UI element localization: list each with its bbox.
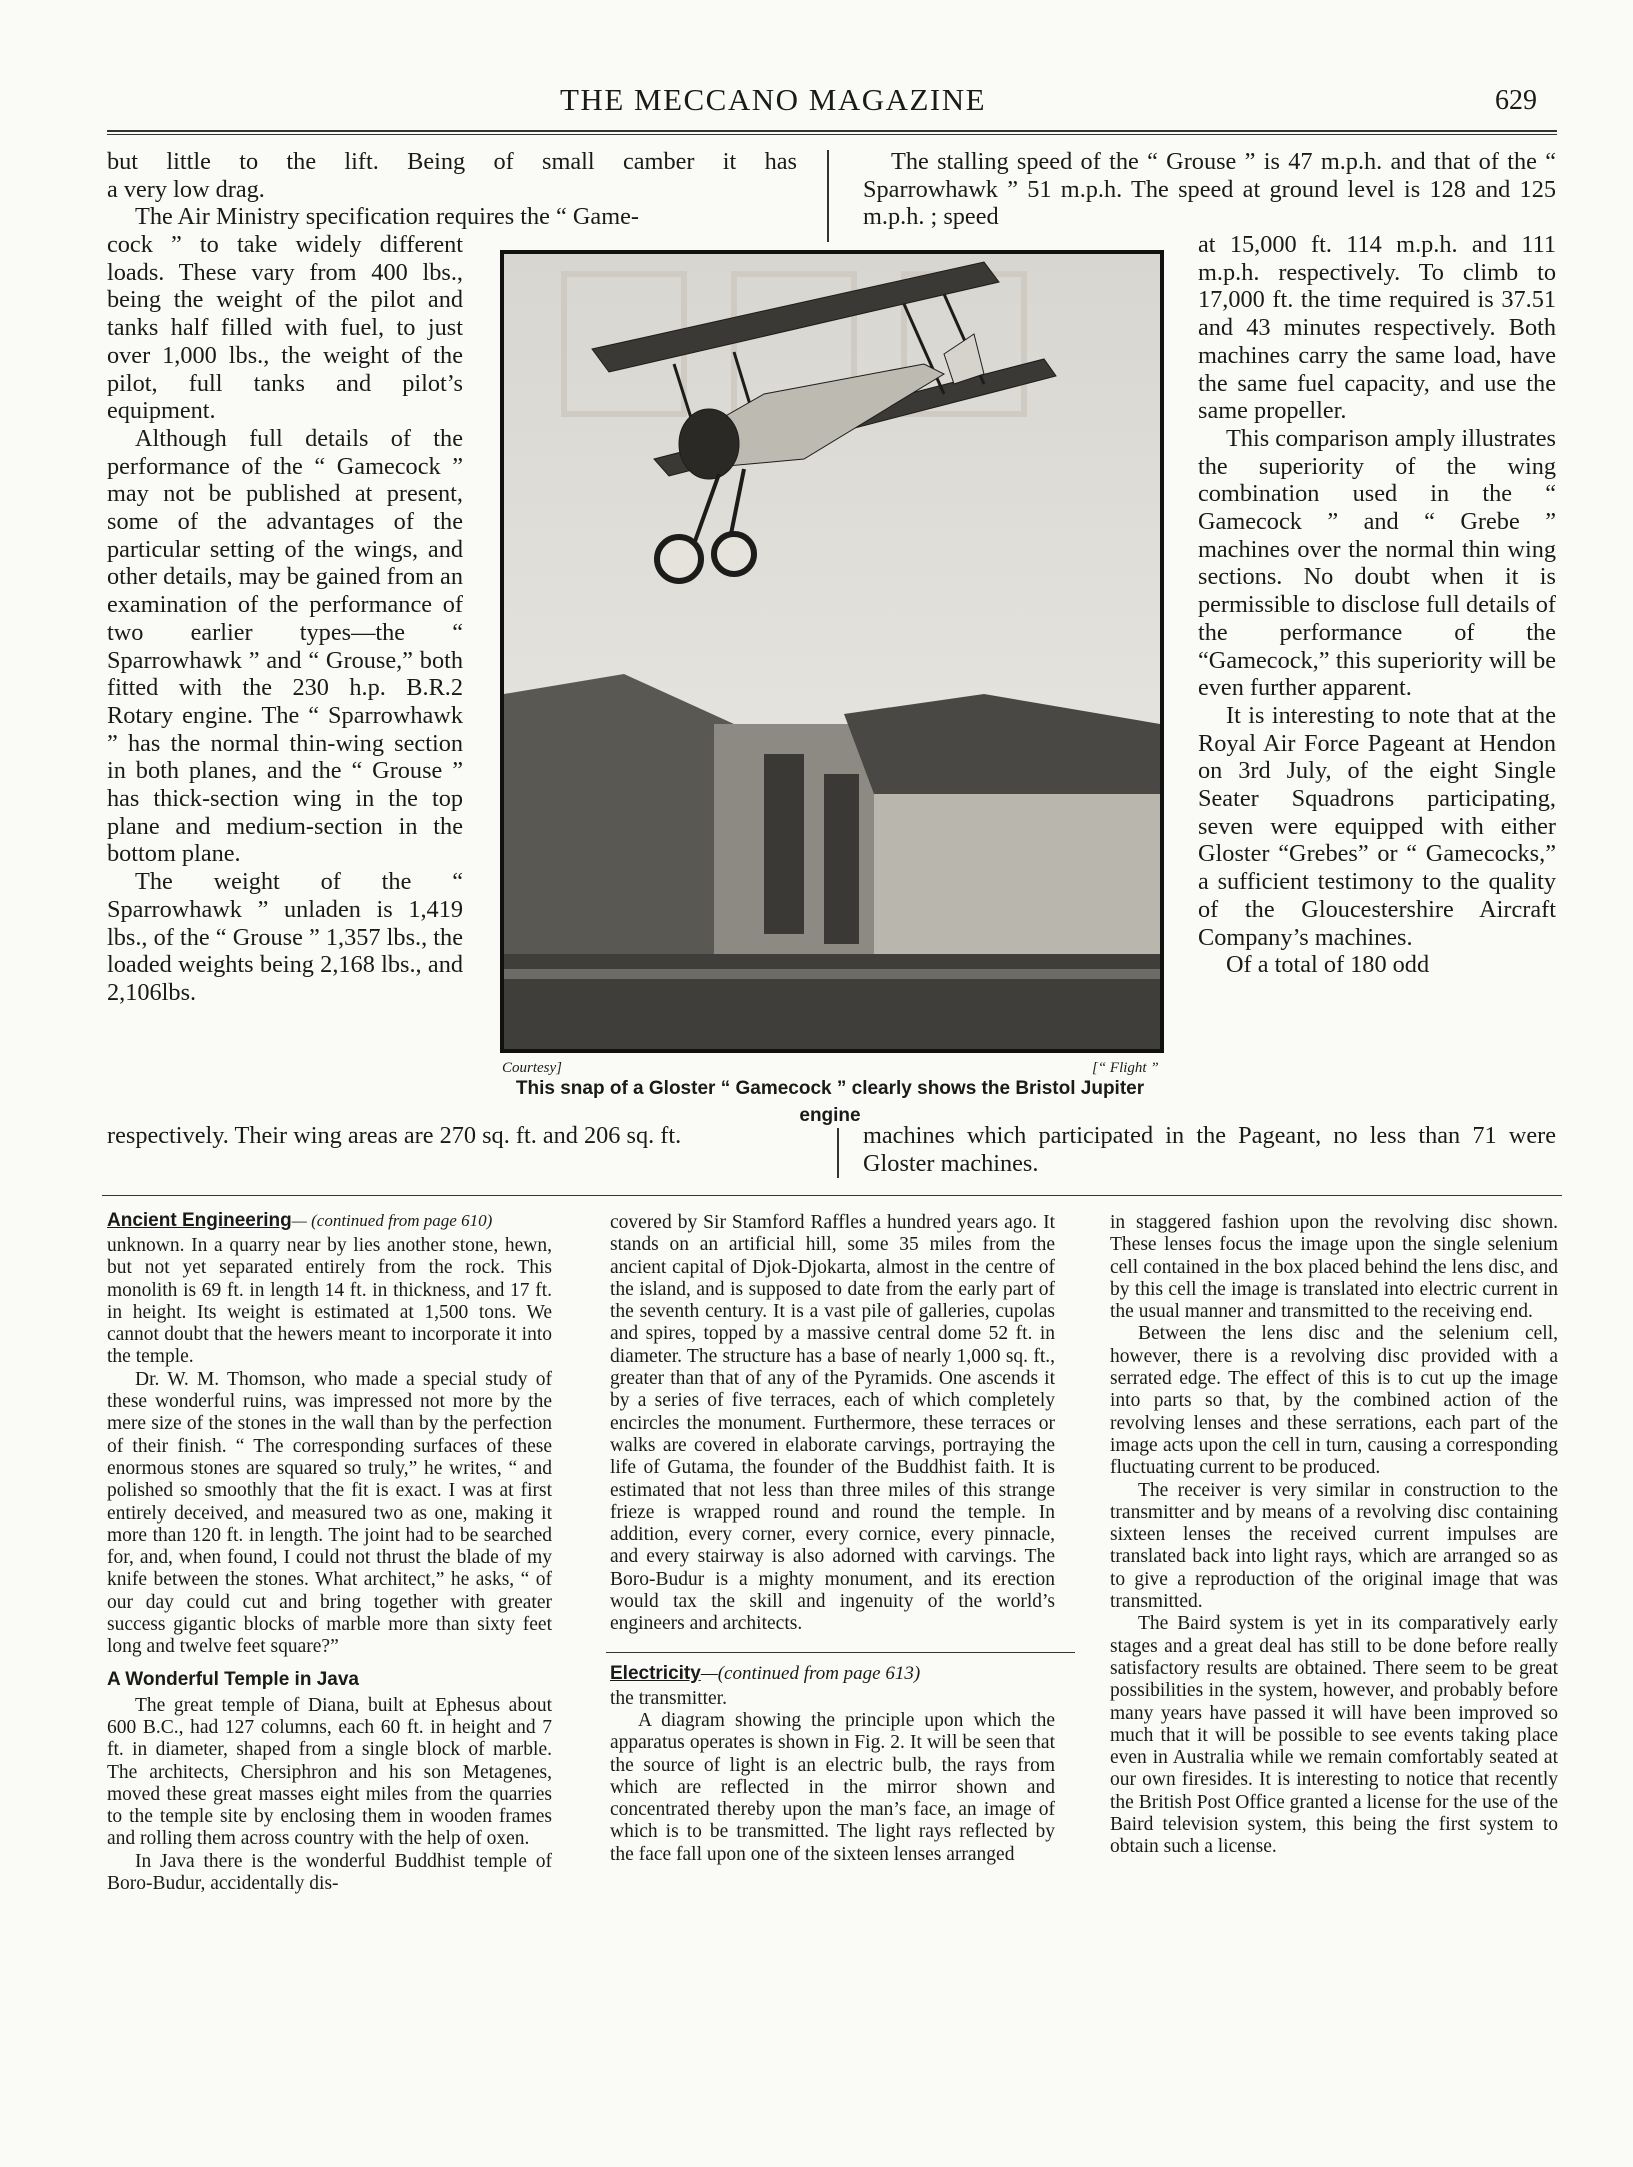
paragraph: Although full details of the performance of the “ Gamecock ” may not be published at present, some of the advantages of the particular setting of the wings, and other details, may be gained from an examination of the performance of two earlier types—the “ Sparrowhawk ” and “ Grouse,” both fitted with the 230 h.p. B.R.2 Rotary engine. The “ Sparrowhawk ” has the normal thin-wing section in both planes, and the “ Grouse ” has thick-section wing in the top plane and medium-section in the bottom plane. (107, 424, 463, 868)
biplane-photo-illustration (504, 254, 1160, 1049)
paragraph: cock ” to take widely different loads. These vary from 400 lbs., being the weight of the pilot and tanks half filled with fuel, to just over 1,000 lbs., the weight of the pilot, full tanks and pilot’s equipment. (107, 231, 463, 425)
photo-credit-source: [“ Flight ” (1092, 1060, 1159, 1076)
continued-note: —(continued from page 613) (700, 1662, 921, 1684)
header-rule-thin (107, 134, 1557, 135)
column-boro-budur-electricity (610, 1212, 1055, 1866)
top-right-narrow-block (1198, 231, 1556, 979)
top-left-full-block (107, 148, 797, 231)
photo-caption: This snap of a Gloster “ Gamecock ” clearly shows the Bristol Jupiter engine (515, 1078, 1145, 1126)
paragraph: Between the lens disc and the selenium cell, however, there is a revolving disc provided with a serrated edge. The effect of this is to cut up the image into parts so that, by the combined action of the revolving lenses and these serrations, each part of the image acts upon the cell in turn, causing a corresponding fluctuating current to be produced. (1110, 1323, 1558, 1479)
paragraph: The great temple of Diana, built at Ephesus about 600 B.C., had 127 columns, each 60 ft. in height and 7 ft. in diameter, shaped from a single block of marble. The architects, Chersiphron and his son Metagenes, moved these great masses eight miles from the quarries to the temple site by enclosing them in wooden frames and rolling them across country with the help of oxen. (107, 1694, 552, 1850)
article-heading (107, 1210, 552, 1232)
paragraph: Dr. W. M. Thomson, who made a special study of these wonderful ruins, was impressed not more by the mere size of the stones in the wall than by the perfection of their finish. “ The corresponding surfaces of these enormous stones are squared so truly,” he writes, “ and polished so smoothly that the fit is exact. I was at first entirely deceived, and measured two as one, making it more than 120 ft. in length. The joint had to be searched for, and, when found, I could not thrust the blade of my knife between the stones. What architect,” he asks, “ of our day could cut and bring together with greater success gigantic blocks of marble more than sixty feet long and twelve feet square?” (107, 1368, 552, 1658)
photo-credit: Courtesy] (502, 1060, 562, 1076)
paragraph: machines which participated in the Pageant, no less than 71 were Gloster machines. (863, 1122, 1556, 1177)
paragraph: at 15,000 ft. 114 m.p.h. and 111 m.p.h. respectively. To climb to 17,000 ft. the time required is 37.51 and 43 minutes respectively. Both machines carry the same load, have the same fuel capacity, and use the same propeller. (1198, 231, 1556, 425)
column-divider (837, 1128, 839, 1178)
paragraph: unknown. In a quarry near by lies another stone, hewn, but not yet separated entirely from the rock. This monolith is 69 ft. in length 14 ft. in thickness, and 17 ft. in height. Its weight is estimated at 1,500 tons. We cannot doubt that the hewers meant to incorporate it into the temple. (107, 1235, 552, 1368)
paragraph: The stalling speed of the “ Grouse ” is 47 m.p.h. and that of the “ Sparrowhawk ” 51 m.p.h. The speed at ground level is 128 and 125 m.p.h. ; speed (863, 148, 1556, 231)
paragraph: the transmitter. (610, 1687, 727, 1709)
page-number: 629 (1495, 85, 1537, 116)
paragraph: The Baird system is yet in its comparatively early stages and a great deal has still to be done before really satisfactory results are obtained. There seem to be great possibilities in the system, however, and probably before many years have passed it will have been improved so much that it will be possible to see events taking place even in Australia while we remain comfortably seated at our own firesides. It is interesting to notice that recently the British Post Office granted a license for the use of the Baird television system, this being the first system to obtain such a license. (1110, 1613, 1558, 1858)
paragraph: The weight of the “ Sparrowhawk ” unladen is 1,419 lbs., of the “ Grouse ” 1,357 lbs., the loaded weights being 2,168 lbs., and 2,106lbs. (107, 868, 463, 1006)
top-right-full-block (863, 148, 1556, 231)
column-divider (827, 150, 829, 242)
header-rule (107, 130, 1557, 132)
column-ancient-engineering (107, 1210, 552, 1895)
column-baird-system (1110, 1212, 1558, 1859)
article-separator (606, 1652, 1075, 1653)
paragraph: The receiver is very similar in construction to the transmitter and by means of a revolving disc containing sixteen lenses the received current impulses are translated back into light rays, which are arranged so as to give a reproduction of the original image that was transmitted. (1110, 1479, 1558, 1613)
heading-electricity: Electricity (610, 1662, 701, 1684)
section-divider (102, 1195, 1562, 1196)
top-right-bottom-block (863, 1122, 1556, 1177)
paragraph: The Air Ministry specification requires the “ Game- (135, 203, 639, 231)
paragraph: Of a total of 180 odd (1226, 951, 1430, 979)
magazine-title: THE MECCANO MAGAZINE (560, 82, 987, 117)
continued-note: — (continued from page 610) (291, 1211, 493, 1230)
paragraph: but little to the lift. Being of small camber it has (107, 148, 797, 175)
paragraph: This comparison amply illustrates the superiority of the wing combination used in the “ Gamecock ” and “ Grebe ” machines over the normal thin wing sections. No doubt when it is permissible to disclose full details of the performance of the “Gamecock,” this superiority will be even further apparent. (1198, 424, 1556, 702)
heading-temple-java: A Wonderful Temple in Java (107, 1668, 359, 1690)
paragraph: It is interesting to note that at the Royal Air Force Pageant at Hendon on 3rd July, of the eight Single Seater Squadrons participating, seven were equipped with either Gloster “Grebes” or “ Gamecocks,” a sufficient testimony to the quality of the Gloucestershire Aircraft Company’s machines. (1198, 701, 1556, 951)
heading-ancient-engineering: Ancient Engineering (107, 1210, 292, 1231)
paragraph: a very low drag. (107, 175, 265, 203)
top-left-narrow-block (107, 231, 463, 1007)
paragraph: respectively. Their wing areas are 270 sq. ft. and 206 sq. ft. (107, 1122, 682, 1149)
aircraft-photo (500, 250, 1164, 1053)
paragraph: covered by Sir Stamford Raffles a hundred years ago. It stands on an artificial hill, some 35 miles from the ancient capital of Djok-Djokarta, almost in the centre of the island, and is supposed to date from the early part of the seventh century. It is a vast pile of galleries, cupolas and spires, topped by a massive central dome 52 ft. in diameter. The structure has a base of nearly 1,000 sq. ft., greater than that of any of the Pyramids. One ascends it by a series of five terraces, each of which completely encircles the monument. Furthermore, these terraces or walks are covered in elaborate carvings, portraying the life of Gutama, the founder of the Buddhist faith. It is estimated that not less than three miles of this strange frieze is wrapped round and round the temple. In addition, every corner, every cornice, every pinnacle, and every stairway is also adorned with carvings. The Boro-Budur is a mighty monument, and its erection would tax the skill and ingenuity of the world’s engineers and architects. (610, 1212, 1055, 1635)
article-heading (610, 1663, 1055, 1685)
paragraph: in staggered fashion upon the revolving disc shown. These lenses focus the image upon the single selenium cell contained in the box placed behind the lens disc, and by this cell the image is translated into electric current in the usual manner and transmitted to the receiving end. (1110, 1212, 1558, 1323)
paragraph: A diagram showing the principle upon which the apparatus operates is shown in Fig. 2. It will be seen that the source of light is an electric bulb, the rays from which are reflected in the mirror shown and concentrated thereby upon the man’s face, an image of which is to be transmitted. The light rays reflected by the face fall upon one of the sixteen lenses arranged (610, 1709, 1055, 1865)
paragraph: In Java there is the wonderful Buddhist temple of Boro-Budur, accidentally dis- (107, 1850, 552, 1895)
